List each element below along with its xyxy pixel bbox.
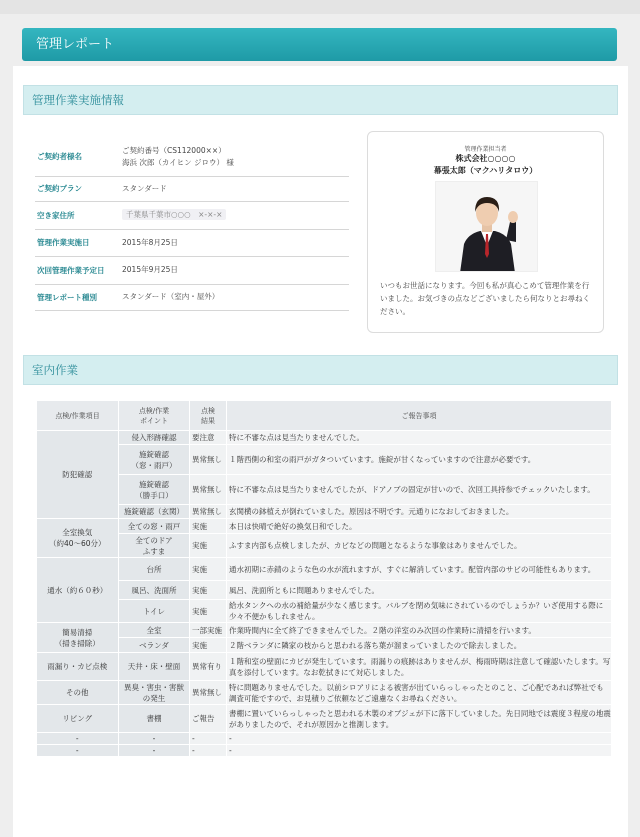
header-point-line: ポイント: [140, 416, 168, 425]
task-point: [119, 475, 190, 505]
task-category: 雨漏り・カビ点検: [37, 653, 119, 681]
task-point: [119, 681, 190, 705]
task-row: [37, 558, 612, 581]
contract-info-table: [35, 138, 349, 311]
task-report: 風呂、洗面所ともに問題ありませんでした。: [227, 581, 612, 600]
task-point: [119, 431, 190, 445]
header-item: 点検/作業項目: [37, 401, 119, 431]
task-result: 一部実施: [190, 623, 227, 638]
info-section-title: 管理作業実施情報: [23, 85, 618, 115]
task-result: 実施: [190, 519, 227, 534]
task-point: [119, 733, 190, 745]
info-value-line: 千葉県千葉市○○○ ×-×-×: [122, 209, 226, 220]
task-row: [37, 534, 612, 558]
task-result: 実施: [190, 581, 227, 600]
task-result: 実施: [190, 534, 227, 558]
task-row: [37, 581, 612, 600]
task-result: -: [190, 733, 227, 745]
staff-card: [367, 131, 604, 333]
info-value-line: スタンダード: [122, 183, 167, 193]
task-point: [119, 600, 190, 623]
info-value-line: スタンダード（室内・屋外）: [122, 292, 220, 301]
info-value-line: 2015年9月25日: [122, 265, 178, 274]
top-shadow: [0, 0, 640, 14]
task-result: 異常無し: [190, 681, 227, 705]
task-category: その他: [37, 681, 119, 705]
task-row: [37, 505, 612, 519]
info-value: [122, 138, 349, 176]
staff-message: いつもお世話になります。今回も私が真心こめて管理作業を行いました。お気づきの点などございましたら何なりとお尋ねください。: [380, 281, 590, 316]
task-report: 作業時間内に全て終了できませんでした。２階の洋室のみ次回の作業時に清掃を行います。: [227, 623, 612, 638]
task-point-line: ベランダ: [139, 640, 169, 650]
task-row: [37, 638, 612, 653]
task-row: [37, 445, 612, 475]
page-title: 管理レポート: [22, 28, 617, 61]
task-point-line: 侵入形跡確認: [131, 433, 177, 442]
task-point: [119, 623, 190, 638]
info-label: 管理作業実施日: [35, 229, 122, 256]
task-point-line: 全てのドア: [135, 535, 173, 545]
task-point-line: 施錠確認: [139, 479, 169, 489]
header-point: [119, 401, 190, 431]
task-result: 実施: [190, 600, 227, 623]
task-point: [119, 519, 190, 534]
task-point-line: （窓・雨戸）: [131, 460, 177, 470]
task-report: 特に問題ありませんでした。以前シロアリによる被害が出ていらっしゃったとのこと、ご心配であれば弊社でも調査可能ですので、お見積りご依頼などご遠慮なくお尋ねください。: [227, 681, 612, 705]
task-category: 通水（約６０秒）: [37, 558, 119, 623]
info-label: 空き家住所: [35, 201, 122, 229]
task-point-line: 全ての窓・雨戸: [127, 521, 181, 531]
task-result: 異常無し: [190, 475, 227, 505]
task-report: 玄関横の鉢植えが倒れていました。原因は不明です。元通りになおしておきました。: [227, 505, 612, 519]
info-label: ご契約プラン: [35, 176, 122, 201]
staff-role: 管理作業担当者: [464, 146, 507, 153]
task-report: -: [227, 733, 612, 745]
header-report: ご報告事項: [227, 401, 612, 431]
task-point-line: 全室: [146, 625, 162, 635]
info-value: [122, 284, 349, 310]
task-row: [37, 623, 612, 638]
task-point-line: トイレ: [142, 606, 166, 616]
task-report: ふすま内部も点検しましたが、カビなどの問題となるような事象はありませんでした。: [227, 534, 612, 558]
header-result: [190, 401, 227, 431]
task-report: 本日は快晴で絶好の換気日和でした。: [227, 519, 612, 534]
task-row: [37, 475, 612, 505]
info-label: 管理レポート種別: [35, 284, 122, 310]
header-result-line: 結果: [201, 416, 215, 425]
task-row: [37, 733, 612, 745]
task-report: 給水タンクへの水の補給量が少なく感じます。バルブを閉め気味にされているのでしょうか？いざ使用する際に少々不便かもしれません。: [227, 600, 612, 623]
task-category: 簡易清掃 （掃き掃除）: [37, 623, 119, 653]
task-report: １階和室の壁面にカビが発生しています。雨漏りの痕跡はありませんが、梅雨時期は注意して確認いたします。写真を添付しています。なお乾拭きにて対応しました。: [227, 653, 612, 681]
task-point-line: 台所: [146, 564, 162, 574]
info-value: [122, 229, 349, 256]
task-row: [37, 705, 612, 733]
info-row: [35, 176, 349, 201]
task-point: [119, 581, 190, 600]
task-report: 特に不審な点は見当たりませんでしたが、ドアノブの固定が甘いので、次回工具持参でチェックいたします。: [227, 475, 612, 505]
task-point-line: （勝手口）: [135, 490, 173, 500]
task-report: １階西側の和室の雨戸がガタつい​ています。施錠が甘くなっていますので注意が必要です。: [227, 445, 612, 475]
info-value: [122, 201, 349, 229]
header-result-line: 点検: [201, 406, 215, 415]
task-result: 要注意: [190, 431, 227, 445]
task-point: [119, 445, 190, 475]
info-row: [35, 229, 349, 256]
task-category: 防犯確認: [37, 431, 119, 519]
info-value: [122, 176, 349, 201]
task-point-line: 異臭・害虫・害獣: [124, 682, 184, 692]
info-row: [35, 138, 349, 176]
task-row: [37, 681, 612, 705]
task-row: [37, 653, 612, 681]
task-point-line: 風呂、洗面所: [131, 585, 177, 595]
task-category: リビング: [37, 705, 119, 733]
task-row: [37, 600, 612, 623]
task-point: [119, 705, 190, 733]
info-label: ご契約者様名: [35, 138, 122, 176]
task-result: -: [190, 745, 227, 757]
task-point-line: 天井・床・壁面: [127, 662, 181, 671]
task-result: 異常無し: [190, 505, 227, 519]
task-point: [119, 638, 190, 653]
task-point-line: -: [152, 734, 156, 743]
task-point: [119, 558, 190, 581]
header-point-line: 点検/作業: [138, 406, 170, 415]
staff-company: 株式会社○○○○: [455, 154, 516, 163]
task-result: 異常無し: [190, 445, 227, 475]
task-result: 異常有り: [190, 653, 227, 681]
task-point-line: ふすま: [142, 546, 166, 556]
tasks-section-title: 室内作業: [23, 355, 618, 385]
task-report: 通水初期に赤錆のような色の水が流れますが、すぐに解消しています。配管内部のサビの可能性もあります。: [227, 558, 612, 581]
task-table-header: [37, 401, 612, 431]
staff-photo: [435, 181, 538, 272]
task-point-line: の発生: [142, 693, 166, 703]
staff-photo-image: [436, 182, 538, 272]
task-category: -: [37, 733, 119, 745]
task-point-line: 施錠確認: [139, 449, 169, 459]
task-result: 実施: [190, 638, 227, 653]
task-point: [119, 745, 190, 757]
task-report: -: [227, 745, 612, 757]
info-row: [35, 201, 349, 229]
task-category: 全室換気 （約40〜60分）: [37, 519, 119, 558]
indoor-tasks-table: [36, 400, 612, 757]
task-row: [37, 519, 612, 534]
task-report: 書棚に置いていらっしゃったと思われる木製のオブジェが下に落下していました。先日同地では震度３程度の地震がありましたので、それが原因かと推測します。: [227, 705, 612, 733]
task-report: 特に不審な点は見当たりませんでした。: [227, 431, 612, 445]
task-point: [119, 534, 190, 558]
staff-name: 幕張太郎（マクハリタロウ）: [433, 166, 538, 175]
info-row: [35, 284, 349, 310]
info-label: 次回管理作業予定日: [35, 256, 122, 284]
info-value-line: ご契約番号（CS112000××）: [122, 145, 226, 155]
info-value-line: 海浜 次郎（カイヒン ジロウ） 様: [122, 157, 234, 167]
task-row: [37, 431, 612, 445]
task-result: 実施: [190, 558, 227, 581]
task-point-line: 施錠確認（玄関）: [124, 507, 184, 516]
info-value: [122, 256, 349, 284]
task-row: [37, 745, 612, 757]
task-point: [119, 653, 190, 681]
task-result: ご報告: [190, 705, 227, 733]
info-value-line: 2015年8月25日: [122, 237, 178, 247]
info-row: [35, 256, 349, 284]
task-category: -: [37, 745, 119, 757]
task-point-line: 書棚: [146, 714, 162, 723]
task-point-line: -: [152, 746, 156, 755]
task-report: ２階ベランダに隣家の枝からと思われる落ち葉が溜まっていましたので除去しました。: [227, 638, 612, 653]
task-point: [119, 505, 190, 519]
report-body: [13, 66, 628, 837]
